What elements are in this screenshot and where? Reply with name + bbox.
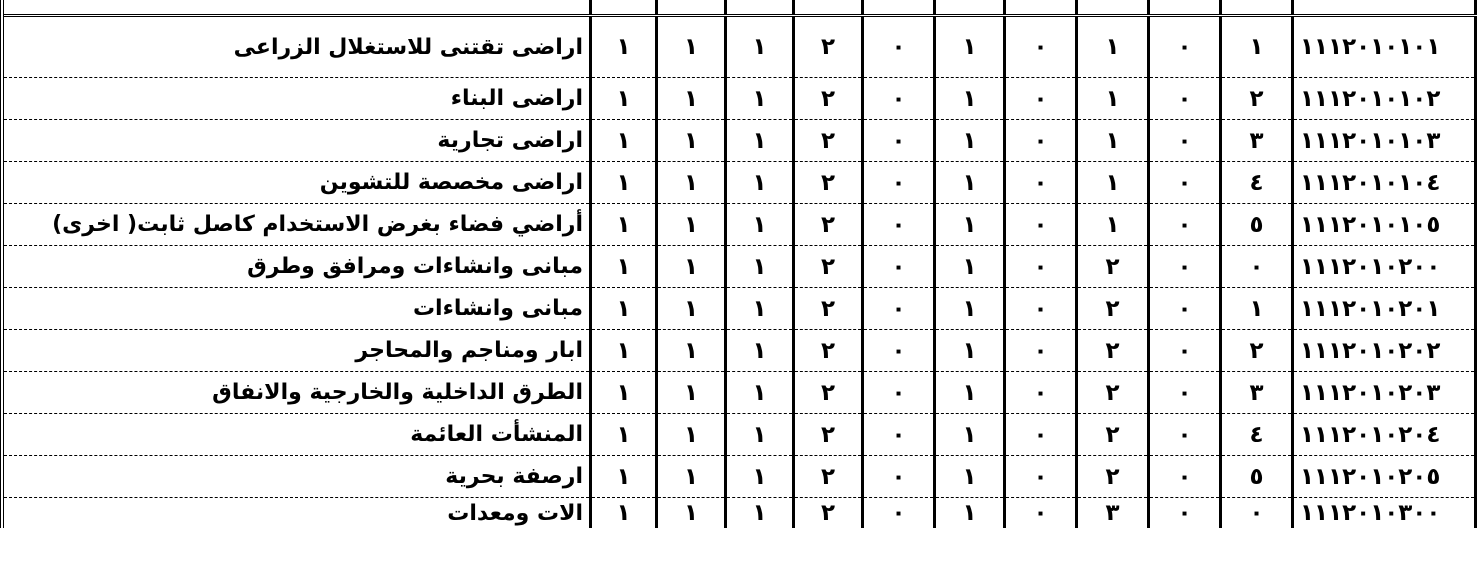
cell-account-code[interactable]: ١١١٢٠١٠٢٠٠ [1293,246,1476,288]
table-row [2,162,1476,204]
cell-account-name[interactable]: اراضى تقتنى للاستغلال الزراعى [2,16,591,78]
cell-level-c10[interactable]: ١ [591,414,657,456]
cell-level-c10[interactable]: ١ [591,246,657,288]
cell-level-c4[interactable]: ٠ [1005,246,1077,288]
cell-level-c5[interactable]: ١ [935,288,1005,330]
cell-level-c3[interactable]: ١ [1077,120,1149,162]
cell-level-c9[interactable]: ١ [657,16,726,78]
cell-level-c3[interactable]: ١ [1077,162,1149,204]
cell-num[interactable] [726,0,794,16]
cell-account-name[interactable]: ابار ومناجم والمحاجر [2,330,591,372]
cell-level-c4[interactable]: ٠ [1005,498,1077,529]
cell-account-code[interactable]: ١١١٢٠١٠٢٠١ [1293,288,1476,330]
cell-level-c4[interactable]: ٠ [1005,372,1077,414]
table-row [2,414,1476,456]
cell-account-name[interactable]: مبانى وانشاءات ومرافق وطرق [2,246,591,288]
cell-level-c7[interactable]: ٢ [794,16,863,78]
cell-account-code[interactable]: ١١١٢٠١٠١٠٥ [1293,204,1476,246]
cell-level-c4[interactable]: ٠ [1005,330,1077,372]
cell-level-c7[interactable]: ٢ [794,414,863,456]
cell-level-c6[interactable]: ٠ [863,372,935,414]
cell-level-c1[interactable]: ٢ [1221,78,1293,120]
cell-level-c3[interactable]: ٢ [1077,288,1149,330]
cell-level-c10[interactable]: ١ [591,330,657,372]
cell-level-c1[interactable]: ٣ [1221,372,1293,414]
cell-level-c7[interactable]: ٢ [794,162,863,204]
cell-num[interactable] [935,0,1005,16]
table-row [2,78,1476,120]
cell-account-name[interactable]: اراضى مخصصة للتشوين [2,162,591,204]
cell-level-c4[interactable]: ٠ [1005,16,1077,78]
cell-level-c1[interactable]: ١ [1221,16,1293,78]
cell-level-c2[interactable]: ٠ [1149,120,1221,162]
table-row [2,246,1476,288]
cell-num[interactable] [863,0,935,16]
cell-level-c5[interactable]: ١ [935,246,1005,288]
cell-account-code[interactable]: ١١١٢٠١٠٣٠٠ [1293,498,1476,529]
cell-level-c2[interactable]: ٠ [1149,414,1221,456]
cell-level-c9[interactable]: ١ [657,372,726,414]
cell-level-c5[interactable]: ١ [935,204,1005,246]
cell-level-c4[interactable]: ٠ [1005,162,1077,204]
cell-level-c10[interactable]: ١ [591,288,657,330]
table-row [2,456,1476,498]
table-row [2,204,1476,246]
cell-level-c10[interactable]: ١ [591,120,657,162]
cell-level-c1[interactable]: ١ [1221,288,1293,330]
cell-level-c6[interactable]: ٠ [863,120,935,162]
cell-level-c8[interactable]: ١ [726,246,794,288]
cell-level-c6[interactable]: ٠ [863,456,935,498]
cell-level-c10[interactable]: ١ [591,498,657,529]
cell-level-c10[interactable]: ١ [591,204,657,246]
cell-level-c6[interactable]: ٠ [863,78,935,120]
cell-level-c6[interactable]: ٠ [863,246,935,288]
cell-level-c3[interactable]: ٢ [1077,456,1149,498]
cell-account-name[interactable]: الات ومعدات [2,498,591,529]
table-row [2,16,1476,78]
cell-level-c7[interactable]: ٢ [794,120,863,162]
cell-account-code[interactable]: ١١١٢٠١٠١٠١ [1293,16,1476,78]
cell-level-c4[interactable]: ٠ [1005,456,1077,498]
cell-level-c1[interactable]: ٣ [1221,120,1293,162]
accounts-table-body [2,0,1476,528]
cell-level-c7[interactable]: ٢ [794,498,863,529]
cell-level-c8[interactable]: ١ [726,120,794,162]
cell-level-c3[interactable]: ٣ [1077,498,1149,529]
cell-level-c7[interactable]: ٢ [794,456,863,498]
cell-level-c3[interactable]: ١ [1077,78,1149,120]
cell-name[interactable] [2,0,591,16]
cell-level-c8[interactable]: ١ [726,456,794,498]
cell-account-name[interactable]: اراضى تجارية [2,120,591,162]
cell-level-c6[interactable]: ٠ [863,16,935,78]
cell-level-c8[interactable]: ١ [726,204,794,246]
table-row-partial [2,0,1476,16]
cell-level-c3[interactable]: ٢ [1077,372,1149,414]
cell-level-c5[interactable]: ١ [935,120,1005,162]
cell-num[interactable] [1005,0,1077,16]
cell-level-c9[interactable]: ١ [657,414,726,456]
cell-level-c9[interactable]: ١ [657,120,726,162]
cell-level-c9[interactable]: ١ [657,330,726,372]
cell-level-c2[interactable]: ٠ [1149,162,1221,204]
cell-level-c6[interactable]: ٠ [863,498,935,529]
cell-level-c6[interactable]: ٠ [863,204,935,246]
cell-level-c8[interactable]: ١ [726,330,794,372]
cell-level-c6[interactable]: ٠ [863,330,935,372]
cell-level-c5[interactable]: ١ [935,498,1005,529]
cell-level-c1[interactable]: ٠ [1221,246,1293,288]
cell-num[interactable] [1221,0,1293,16]
cell-level-c8[interactable]: ١ [726,288,794,330]
cell-level-c2[interactable]: ٠ [1149,456,1221,498]
cell-level-c10[interactable]: ١ [591,456,657,498]
cell-level-c6[interactable]: ٠ [863,162,935,204]
cell-level-c5[interactable]: ١ [935,372,1005,414]
cell-level-c3[interactable]: ١ [1077,16,1149,78]
cell-level-c5[interactable]: ١ [935,414,1005,456]
cell-level-c2[interactable]: ٠ [1149,330,1221,372]
cell-level-c9[interactable]: ١ [657,288,726,330]
cell-level-c2[interactable]: ٠ [1149,78,1221,120]
cell-level-c9[interactable]: ١ [657,162,726,204]
cell-level-c5[interactable]: ١ [935,16,1005,78]
cell-account-code[interactable]: ١١١٢٠١٠٢٠٣ [1293,372,1476,414]
cell-account-name[interactable]: المنشأت العائمة [2,414,591,456]
cell-level-c8[interactable]: ١ [726,162,794,204]
table-row [2,288,1476,330]
cell-level-c9[interactable]: ١ [657,246,726,288]
cell-level-c6[interactable]: ٠ [863,288,935,330]
cell-level-c9[interactable]: ١ [657,78,726,120]
cell-level-c5[interactable]: ١ [935,330,1005,372]
cell-account-code[interactable]: ١١١٢٠١٠٢٠٢ [1293,330,1476,372]
cell-level-c10[interactable]: ١ [591,162,657,204]
cell-level-c3[interactable]: ١ [1077,204,1149,246]
cell-level-c7[interactable]: ٢ [794,330,863,372]
table-row [2,372,1476,414]
cell-level-c7[interactable]: ٢ [794,246,863,288]
cell-level-c9[interactable]: ١ [657,498,726,529]
table-row [2,498,1476,529]
cell-level-c4[interactable]: ٠ [1005,414,1077,456]
cell-num[interactable] [657,0,726,16]
cell-level-c1[interactable]: ٠ [1221,498,1293,529]
cell-level-c5[interactable]: ١ [935,456,1005,498]
cell-level-c3[interactable]: ٢ [1077,330,1149,372]
cell-level-c8[interactable]: ١ [726,16,794,78]
table-row [2,330,1476,372]
cell-account-name[interactable]: أراضي فضاء بغرض الاستخدام كاصل ثابت( اخرى) [2,204,591,246]
cell-code[interactable] [1293,0,1476,16]
cell-level-c4[interactable]: ٠ [1005,288,1077,330]
cell-level-c2[interactable]: ٠ [1149,204,1221,246]
cell-level-c9[interactable]: ١ [657,204,726,246]
cell-level-c10[interactable]: ١ [591,16,657,78]
cell-level-c2[interactable]: ٠ [1149,288,1221,330]
cell-account-code[interactable]: ١١١٢٠١٠٢٠٤ [1293,414,1476,456]
cell-level-c2[interactable]: ٠ [1149,372,1221,414]
cell-level-c9[interactable]: ١ [657,456,726,498]
cell-level-c1[interactable]: ٤ [1221,162,1293,204]
cell-account-code[interactable]: ١١١٢٠١٠١٠٤ [1293,162,1476,204]
cell-level-c7[interactable]: ٢ [794,204,863,246]
cell-level-c5[interactable]: ١ [935,78,1005,120]
cell-level-c2[interactable]: ٠ [1149,246,1221,288]
cell-level-c4[interactable]: ٠ [1005,204,1077,246]
cell-level-c1[interactable]: ٥ [1221,204,1293,246]
cell-level-c10[interactable]: ١ [591,78,657,120]
cell-level-c3[interactable]: ٢ [1077,414,1149,456]
cell-level-c1[interactable]: ٥ [1221,456,1293,498]
cell-level-c7[interactable]: ٢ [794,288,863,330]
cell-level-c1[interactable]: ٤ [1221,414,1293,456]
cell-account-name[interactable]: الطرق الداخلية والخارجية والانفاق [2,372,591,414]
cell-level-c1[interactable]: ٢ [1221,330,1293,372]
cell-num[interactable] [1077,0,1149,16]
cell-level-c8[interactable]: ١ [726,414,794,456]
cell-level-c10[interactable]: ١ [591,372,657,414]
cell-level-c8[interactable]: ١ [726,498,794,529]
cell-account-name[interactable]: مبانى وانشاءات [2,288,591,330]
cell-level-c4[interactable]: ٠ [1005,120,1077,162]
cell-account-name[interactable]: ارصفة بحرية [2,456,591,498]
cell-level-c7[interactable]: ٢ [794,78,863,120]
cell-account-name[interactable]: اراضى البناء [2,78,591,120]
cell-num[interactable] [794,0,863,16]
cell-level-c8[interactable]: ١ [726,78,794,120]
cell-account-code[interactable]: ١١١٢٠١٠١٠٢ [1293,78,1476,120]
cell-account-code[interactable]: ١١١٢٠١٠٢٠٥ [1293,456,1476,498]
cell-level-c6[interactable]: ٠ [863,414,935,456]
cell-num[interactable] [1149,0,1221,16]
table-row [2,120,1476,162]
cell-level-c2[interactable]: ٠ [1149,16,1221,78]
cell-level-c3[interactable]: ٢ [1077,246,1149,288]
cell-level-c8[interactable]: ١ [726,372,794,414]
cell-account-code[interactable]: ١١١٢٠١٠١٠٣ [1293,120,1476,162]
cell-level-c7[interactable]: ٢ [794,372,863,414]
cell-level-c2[interactable]: ٠ [1149,498,1221,529]
cell-num[interactable] [591,0,657,16]
cell-level-c4[interactable]: ٠ [1005,78,1077,120]
cell-level-c5[interactable]: ١ [935,162,1005,204]
